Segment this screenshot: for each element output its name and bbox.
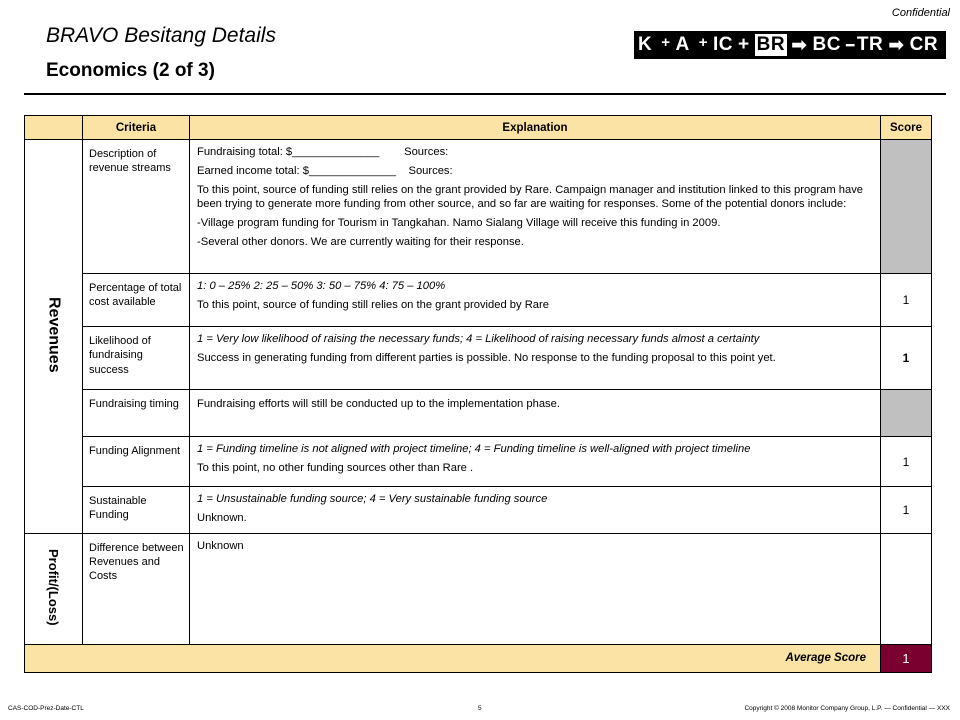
explanation-line: -Village program funding for Tourism in Tangkahan. Namo Sialang Village will receive this funding in 2009. (197, 217, 721, 230)
score-cell (881, 533, 932, 644)
scale-text: 1 = Very low likelihood of raising the necessary funds; 4 = Likelihood of raising necessary funds almost a certainty (197, 333, 760, 345)
header-score: Score (881, 116, 932, 140)
table-row (25, 533, 932, 644)
explanation-line: Earned income total: $______________ Sources: (197, 164, 453, 177)
banner-ic: IC (713, 34, 733, 55)
criteria-cell: Percentage of total cost available (83, 274, 190, 327)
arrow-icon: ➡ (791, 34, 808, 56)
explanation-cell (190, 274, 881, 327)
explanation-text: To this point, no other funding sources other than Rare . (197, 461, 474, 474)
explanation-text: Unknown. (197, 511, 247, 524)
section-label: Profit/(Loss) (46, 548, 61, 626)
average-score: 1 (881, 644, 932, 672)
table-row (25, 437, 932, 487)
banner-plus: + (738, 34, 750, 55)
header-explanation: Explanation (190, 116, 881, 140)
header-criteria: Criteria (83, 116, 190, 140)
scale-text: 1 = Unsustainable funding source; 4 = Very sustainable funding source (197, 493, 548, 505)
scale-text: 1 = Funding timeline is not aligned with project timeline; 4 = Funding timeline is well-aligned with project timeline (197, 443, 751, 455)
criteria-cell: Likelihood of fundraising success (83, 327, 190, 390)
explanation-cell (190, 487, 881, 534)
average-row (25, 644, 932, 672)
criteria-cell: Funding Alignment (83, 437, 190, 487)
table-row (25, 274, 932, 327)
criteria-cell: Fundraising timing (83, 390, 190, 437)
footer-page-number: 5 (478, 705, 482, 712)
process-banner (634, 31, 946, 59)
confidential-label: Confidential (891, 7, 950, 19)
section-label: Revenues (45, 296, 63, 373)
score-cell: 1 (881, 487, 932, 534)
arrow-icon: ➡ (888, 34, 905, 56)
footer-doc-id: CAS-COD-Prez-Date-CTL (8, 705, 84, 712)
banner-a: A (675, 34, 690, 55)
average-label: Average Score (25, 644, 881, 672)
explanation-cell (190, 437, 881, 487)
banner-plus: + (698, 33, 708, 51)
explanation-text: Unknown (197, 539, 244, 552)
section-profit (25, 533, 83, 644)
score-cell (881, 390, 932, 437)
explanation-cell (190, 140, 881, 274)
banner-tr: TR (856, 34, 884, 55)
header-rule (24, 93, 946, 95)
table-header-row (25, 116, 932, 140)
criteria-cell: Sustainable Funding (83, 487, 190, 534)
explanation-cell (190, 533, 881, 644)
footer-copyright: Copyright © 2008 Monitor Company Group, L.P. — Confidential — XXX (744, 705, 950, 712)
banner-plus: + (661, 33, 671, 51)
table-row (25, 327, 932, 390)
score-cell (881, 140, 932, 274)
score-cell: 1 (881, 327, 932, 390)
banner-cr: CR (909, 34, 939, 55)
table-row (25, 390, 932, 437)
explanation-line: -Several other donors. We are currently waiting for their response. (197, 235, 524, 248)
dash-icon: ━ (845, 36, 855, 53)
criteria-cell: Difference between Revenues and Costs (83, 533, 190, 644)
header-blank (25, 116, 83, 140)
explanation-line: To this point, source of funding still relies on the grant provided by Rare. Campaign manager and institution linked to this program have been trying to generate more funding from other source, and so far are waiting for responses. Some of the potential donors include: (197, 183, 864, 211)
section-revenues (25, 140, 83, 534)
page-subtitle: Economics (2 of 3) (46, 60, 215, 81)
table-row (25, 140, 932, 274)
explanation-text: To this point, source of funding still relies on the grant provided by Rare (197, 298, 549, 311)
page-title: BRAVO Besitang Details (46, 24, 276, 47)
banner-bc: BC (812, 34, 841, 55)
explanation-text: Success in generating funding from different parties is possible. No response to the funding proposal to this point yet. (197, 351, 776, 364)
explanation-text: Fundraising efforts will still be conducted up to the implementation phase. (197, 398, 560, 410)
table-row (25, 487, 932, 534)
economics-table (24, 115, 932, 673)
explanation-line: Fundraising total: $______________ Sources: (197, 146, 449, 158)
explanation-cell (190, 390, 881, 437)
banner-k: K (638, 34, 653, 55)
criteria-cell: Description of revenue streams (83, 140, 190, 274)
score-cell: 1 (881, 274, 932, 327)
score-cell: 1 (881, 437, 932, 487)
scale-text: 1: 0 – 25% 2: 25 – 50% 3: 50 – 75% 4: 75 – 100% (197, 280, 446, 292)
explanation-cell (190, 327, 881, 390)
banner-br-highlight: BR (756, 34, 786, 55)
